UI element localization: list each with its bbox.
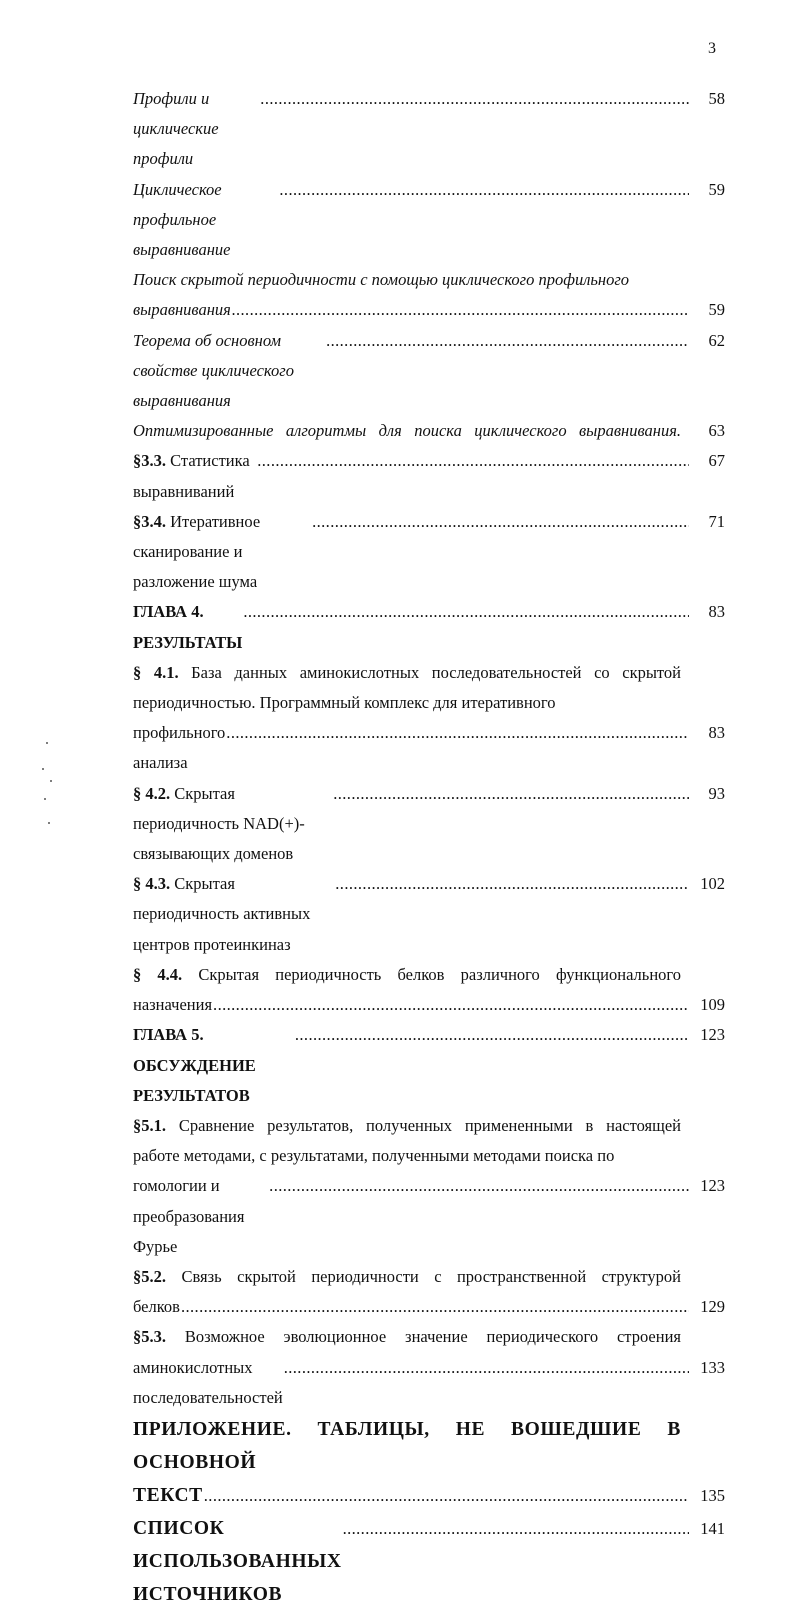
dot-leader — [203, 1481, 689, 1511]
section-number: § 4.1. — [133, 662, 179, 682]
toc-entry-line: База данных аминокислотных последовательностей со скрытой — [178, 662, 682, 682]
toc-entry-line: Сравнение результатов, полученных примененными в настоящей — [166, 1115, 681, 1135]
toc-entry-section-4-2[interactable] — [133, 779, 725, 870]
toc-entry-line: Возможное эволюционное значение периодического строения — [166, 1327, 681, 1347]
toc-entry-hidden-search[interactable] — [133, 265, 725, 325]
scan-speck — [42, 768, 44, 770]
toc-entry-section-4-3[interactable] — [133, 869, 725, 960]
section-number: § 4.4. — [133, 964, 183, 984]
toc-entry-optimized[interactable] — [133, 416, 725, 446]
toc-entry-chapter-5[interactable] — [133, 1020, 725, 1111]
toc-entry-appendix[interactable] — [133, 1413, 725, 1512]
toc-entry-sources[interactable] — [133, 1512, 725, 1611]
toc-entry-line: работе методами, с результатами, полученными методами поиска по — [133, 1146, 615, 1166]
scan-speck — [48, 822, 50, 824]
dot-leader — [242, 597, 689, 627]
toc-entry-title: Скрытая периодичность NAD(+)-связывающих доменов — [133, 783, 305, 864]
toc-page: 123 — [700, 1176, 725, 1196]
toc-entry-profiles[interactable] — [133, 84, 725, 175]
toc-page: 59 — [708, 300, 725, 320]
toc-entry-line: назначения — [133, 995, 213, 1015]
toc-page: 123 — [700, 1025, 725, 1045]
section-number: § 4.3. — [133, 874, 171, 894]
dot-leader — [212, 990, 689, 1020]
toc-page: 93 — [708, 783, 725, 803]
toc-entry-line: периодичностью. Программный комплекс для итеративного — [133, 693, 556, 713]
dot-leader — [256, 446, 689, 476]
toc-entry-line: Связь скрытой периодичности с пространственной структурой — [166, 1266, 681, 1286]
toc-page: 71 — [708, 511, 725, 531]
toc-page: 59 — [708, 179, 725, 199]
toc-entry-title: Профили и циклические профили — [133, 89, 219, 169]
toc-page: 83 — [708, 723, 725, 743]
toc-entry-section-5-2[interactable] — [133, 1262, 725, 1322]
toc-page: 109 — [700, 995, 725, 1015]
dot-leader — [311, 507, 689, 537]
toc-entry-line: Поиск скрытой периодичности с помощью циклического профильного — [133, 270, 630, 290]
toc-entry-section-3-4[interactable] — [133, 507, 725, 598]
chapter-title: ГЛАВА 4. РЕЗУЛЬТАТЫ — [133, 602, 243, 652]
dot-leader — [180, 1292, 689, 1322]
toc-entry-section-4-4[interactable] — [133, 960, 725, 1020]
dot-leader — [334, 869, 689, 899]
toc-page: 67 — [708, 451, 725, 471]
dot-leader — [342, 1514, 689, 1544]
dot-leader — [283, 1353, 689, 1383]
toc-entry-line: Скрытая периодичность белков различного функционального — [182, 964, 682, 984]
toc-entry-line: белков — [133, 1297, 180, 1317]
toc-entry-title: Скрытая периодичность активных центров протеинкиназ — [133, 874, 311, 954]
dot-leader — [279, 175, 689, 205]
toc-entry-section-4-1[interactable] — [133, 658, 725, 779]
dot-leader — [332, 779, 689, 809]
scan-speck — [44, 798, 46, 800]
toc-entry-section-5-3[interactable] — [133, 1322, 725, 1413]
toc-entry-chapter-4[interactable] — [133, 597, 725, 657]
section-number: §5.3. — [133, 1327, 166, 1347]
chapter-title: ГЛАВА 5. ОБСУЖДЕНИЕ РЕЗУЛЬТАТОВ — [133, 1025, 256, 1105]
toc-page: 62 — [708, 330, 725, 350]
toc-entry-theorem[interactable] — [133, 326, 725, 417]
toc-page: 133 — [700, 1357, 725, 1377]
scan-speck — [46, 742, 48, 744]
toc-entry-title: Циклическое профильное выравнивание — [133, 179, 231, 260]
dot-leader — [268, 1171, 689, 1201]
toc-entry-cyclic-alignment[interactable] — [133, 175, 725, 266]
sources-title: СПИСОК ИСПОЛЬЗОВАННЫХ ИСТОЧНИКОВ — [133, 1517, 342, 1605]
toc-page: 58 — [708, 89, 725, 108]
toc-entry-title: Статистика выравниваний — [133, 451, 250, 501]
section-number: §5.1. — [133, 1115, 166, 1135]
section-number: §3.3. — [133, 451, 166, 471]
appendix-title: ТЕКСТ — [133, 1484, 203, 1506]
dot-leader — [231, 295, 689, 325]
toc-entry-title: Оптимизированные алгоритмы для поиска циклического выравнивания. — [133, 421, 681, 441]
toc-entry-title: Теорема об основном свойстве циклического выравнивания — [133, 330, 294, 411]
toc-entry-line: профильного анализа — [133, 723, 226, 773]
scan-specks — [40, 742, 54, 832]
dot-leader — [294, 1020, 689, 1050]
toc-entry-section-5-1[interactable] — [133, 1111, 725, 1262]
toc-page: 141 — [700, 1518, 725, 1538]
dot-leader — [325, 326, 689, 356]
scan-speck — [50, 780, 52, 782]
dot-leader — [225, 718, 689, 748]
appendix-title: ПРИЛОЖЕНИЕ. ТАБЛИЦЫ, НЕ ВОШЕДШИЕ В ОСНОВНОЙ — [133, 1418, 681, 1473]
page-number: 3 — [708, 40, 716, 57]
toc-entry-section-3-3[interactable] — [133, 446, 725, 506]
section-number: §3.4. — [133, 511, 166, 531]
toc-page: 135 — [700, 1485, 725, 1505]
toc-entry-line: гомологии и преобразования Фурье — [133, 1176, 245, 1256]
table-of-contents — [133, 84, 725, 1611]
dot-leader — [260, 84, 689, 114]
toc-page: 83 — [708, 602, 725, 622]
section-number: § 4.2. — [133, 783, 171, 803]
toc-page: 129 — [700, 1297, 725, 1317]
toc-entry-line: аминокислотных последовательностей — [133, 1357, 283, 1407]
toc-entry-title: Итеративное сканирование и разложение шума — [133, 511, 261, 592]
section-number: §5.2. — [133, 1266, 166, 1286]
toc-entry-line: выравнивания — [133, 300, 231, 320]
toc-page: 63 — [708, 421, 725, 441]
toc-page: 102 — [700, 874, 725, 894]
